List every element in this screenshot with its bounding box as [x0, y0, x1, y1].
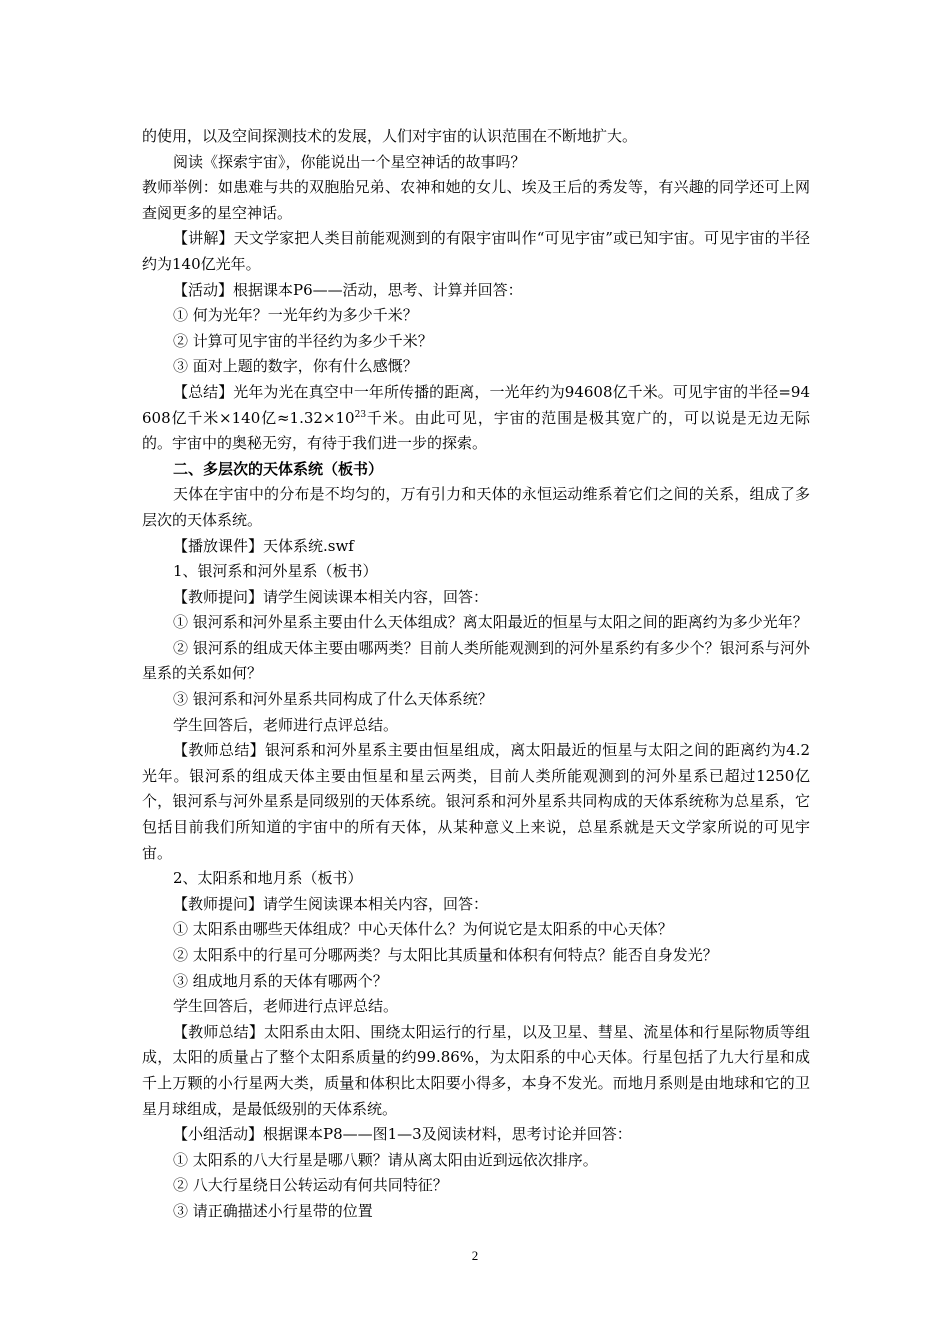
- paragraph: 学生回答后，老师进行点评总结。: [173, 997, 399, 1016]
- paragraph: 教师举例：如患难与共的双胞胎兄弟、农神和她的女儿、埃及王后的秀发等，有兴趣的同学还可上网查阅更多的星空神话。: [142, 178, 810, 222]
- question-item: ① 太阳系的八大行星是哪八颗？请从离太阳由近到远依次排序。: [173, 1150, 598, 1169]
- paragraph: 【活动】根据课本P6——活动，思考、计算并回答：: [173, 280, 523, 299]
- paragraph: 天体在宇宙中的分布是不均匀的，万有引力和天体的永恒运动维系着它们之间的关系，组成了多层次的天体系统。: [142, 485, 810, 529]
- paragraph: 【教师总结】银河系和河外星系主要由恒星组成，离太阳最近的恒星与太阳之间的距离约为4.2光年。银河系的组成天体主要由恒星和星云两类，目前人类所能观测到的河外星系已超过1250亿个，银河系与河外星系是同级别的天体系统。银河系和河外星系共同构成的天体系统称为总星系，它包括目前我们所知道的宇宙中的所有天体，从某种意义上来说，总星系就是天文学家所说的可见宇宙。: [142, 741, 810, 862]
- paragraph: 【教师总结】太阳系由太阳、围绕太阳运行的行星，以及卫星、彗星、流星体和行星际物质等组成，太阳的质量占了整个太阳系质量的约99.86%，为太阳系的中心天体。行星包括了九大行星和成千上万颗的小行星两大类，质量和体积比太阳要小得多，本身不发光。而地月系则是由地球和它的卫星月球组成，是最低级别的天体系统。: [142, 1022, 810, 1118]
- summary-text: 【总结】光年为光在真空中一年所传播的距离，一光年约为94608亿千米。可见宇宙的半径=94608亿千米×140亿≈1.32×10: [142, 382, 810, 427]
- subsection-heading: 2、太阳系和地月系（板书）: [173, 869, 363, 888]
- question-item: ① 太阳系由哪些天体组成？中心天体什么？为何说它是太阳系的中心天体？: [173, 920, 673, 939]
- paragraph: 学生回答后，老师进行点评总结。: [173, 715, 399, 734]
- question-item: ② 银河系的组成天体主要由哪两类？目前人类所能观测到的河外星系约有多少个？银河系与河外星系的关系如何？: [142, 638, 810, 683]
- question-item: ③ 面对上题的数字，你有什么感慨？: [173, 357, 418, 376]
- paragraph: 阅读《探索宇宙》，你能说出一个星空神话的故事吗？: [173, 152, 526, 171]
- paragraph: 【小组活动】根据课本P8——图1—3及阅读材料，思考讨论并回答：: [173, 1125, 632, 1144]
- page-number: 2: [471, 1248, 479, 1263]
- summary-text-continued: 千米。由此可见，宇宙的范围是极其宽广的，可以说是无边无际的。宇宙中的奥秘无穷，有待于我们进一步的探索。: [142, 408, 810, 453]
- question-item: ③ 组成地月系的天体有哪两个？: [173, 971, 388, 990]
- question-item: ② 太阳系中的行星可分哪两类？与太阳比其质量和体积有何特点？能否自身发光？: [173, 946, 718, 964]
- section-heading: 二、多层次的天体系统（板书）: [173, 459, 384, 478]
- summary-exponent: 23: [354, 409, 367, 420]
- question-item: ① 银河系和河外星系主要由什么天体组成？离太阳最近的恒星与太阳之间的距离约为多少光年？: [173, 613, 808, 632]
- paragraph: 【教师提问】请学生阅读课本相关内容，回答：: [173, 587, 489, 606]
- paragraph: 【播放课件】天体系统.swf: [173, 536, 354, 555]
- document-body: [142, 124, 810, 1225]
- paragraph: 的使用，以及空间探测技术的发展，人们对宇宙的认识范围在不断地扩大。: [142, 127, 638, 145]
- summary-paragraph: [142, 380, 810, 457]
- paragraph: 【教师提问】请学生阅读课本相关内容，回答：: [173, 894, 489, 913]
- question-item: ③ 银河系和河外星系共同构成了什么天体系统？: [173, 690, 493, 709]
- question-item: ① 何为光年？一光年约为多少千米？: [173, 306, 418, 325]
- subsection-heading: 1、银河系和河外星系（板书）: [173, 562, 378, 581]
- question-item: ② 八大行星绕日公转运动有何共同特征？: [173, 1176, 448, 1195]
- paragraph: 【讲解】天文学家把人类目前能观测到的有限宇宙叫作“可见宇宙”或已知宇宙。可见宇宙的半径约为140亿光年。: [142, 229, 810, 273]
- question-item: ③ 请正确描述小行星带的位置: [173, 1201, 373, 1220]
- question-item: ② 计算可见宇宙的半径约为多少千米？: [173, 331, 433, 350]
